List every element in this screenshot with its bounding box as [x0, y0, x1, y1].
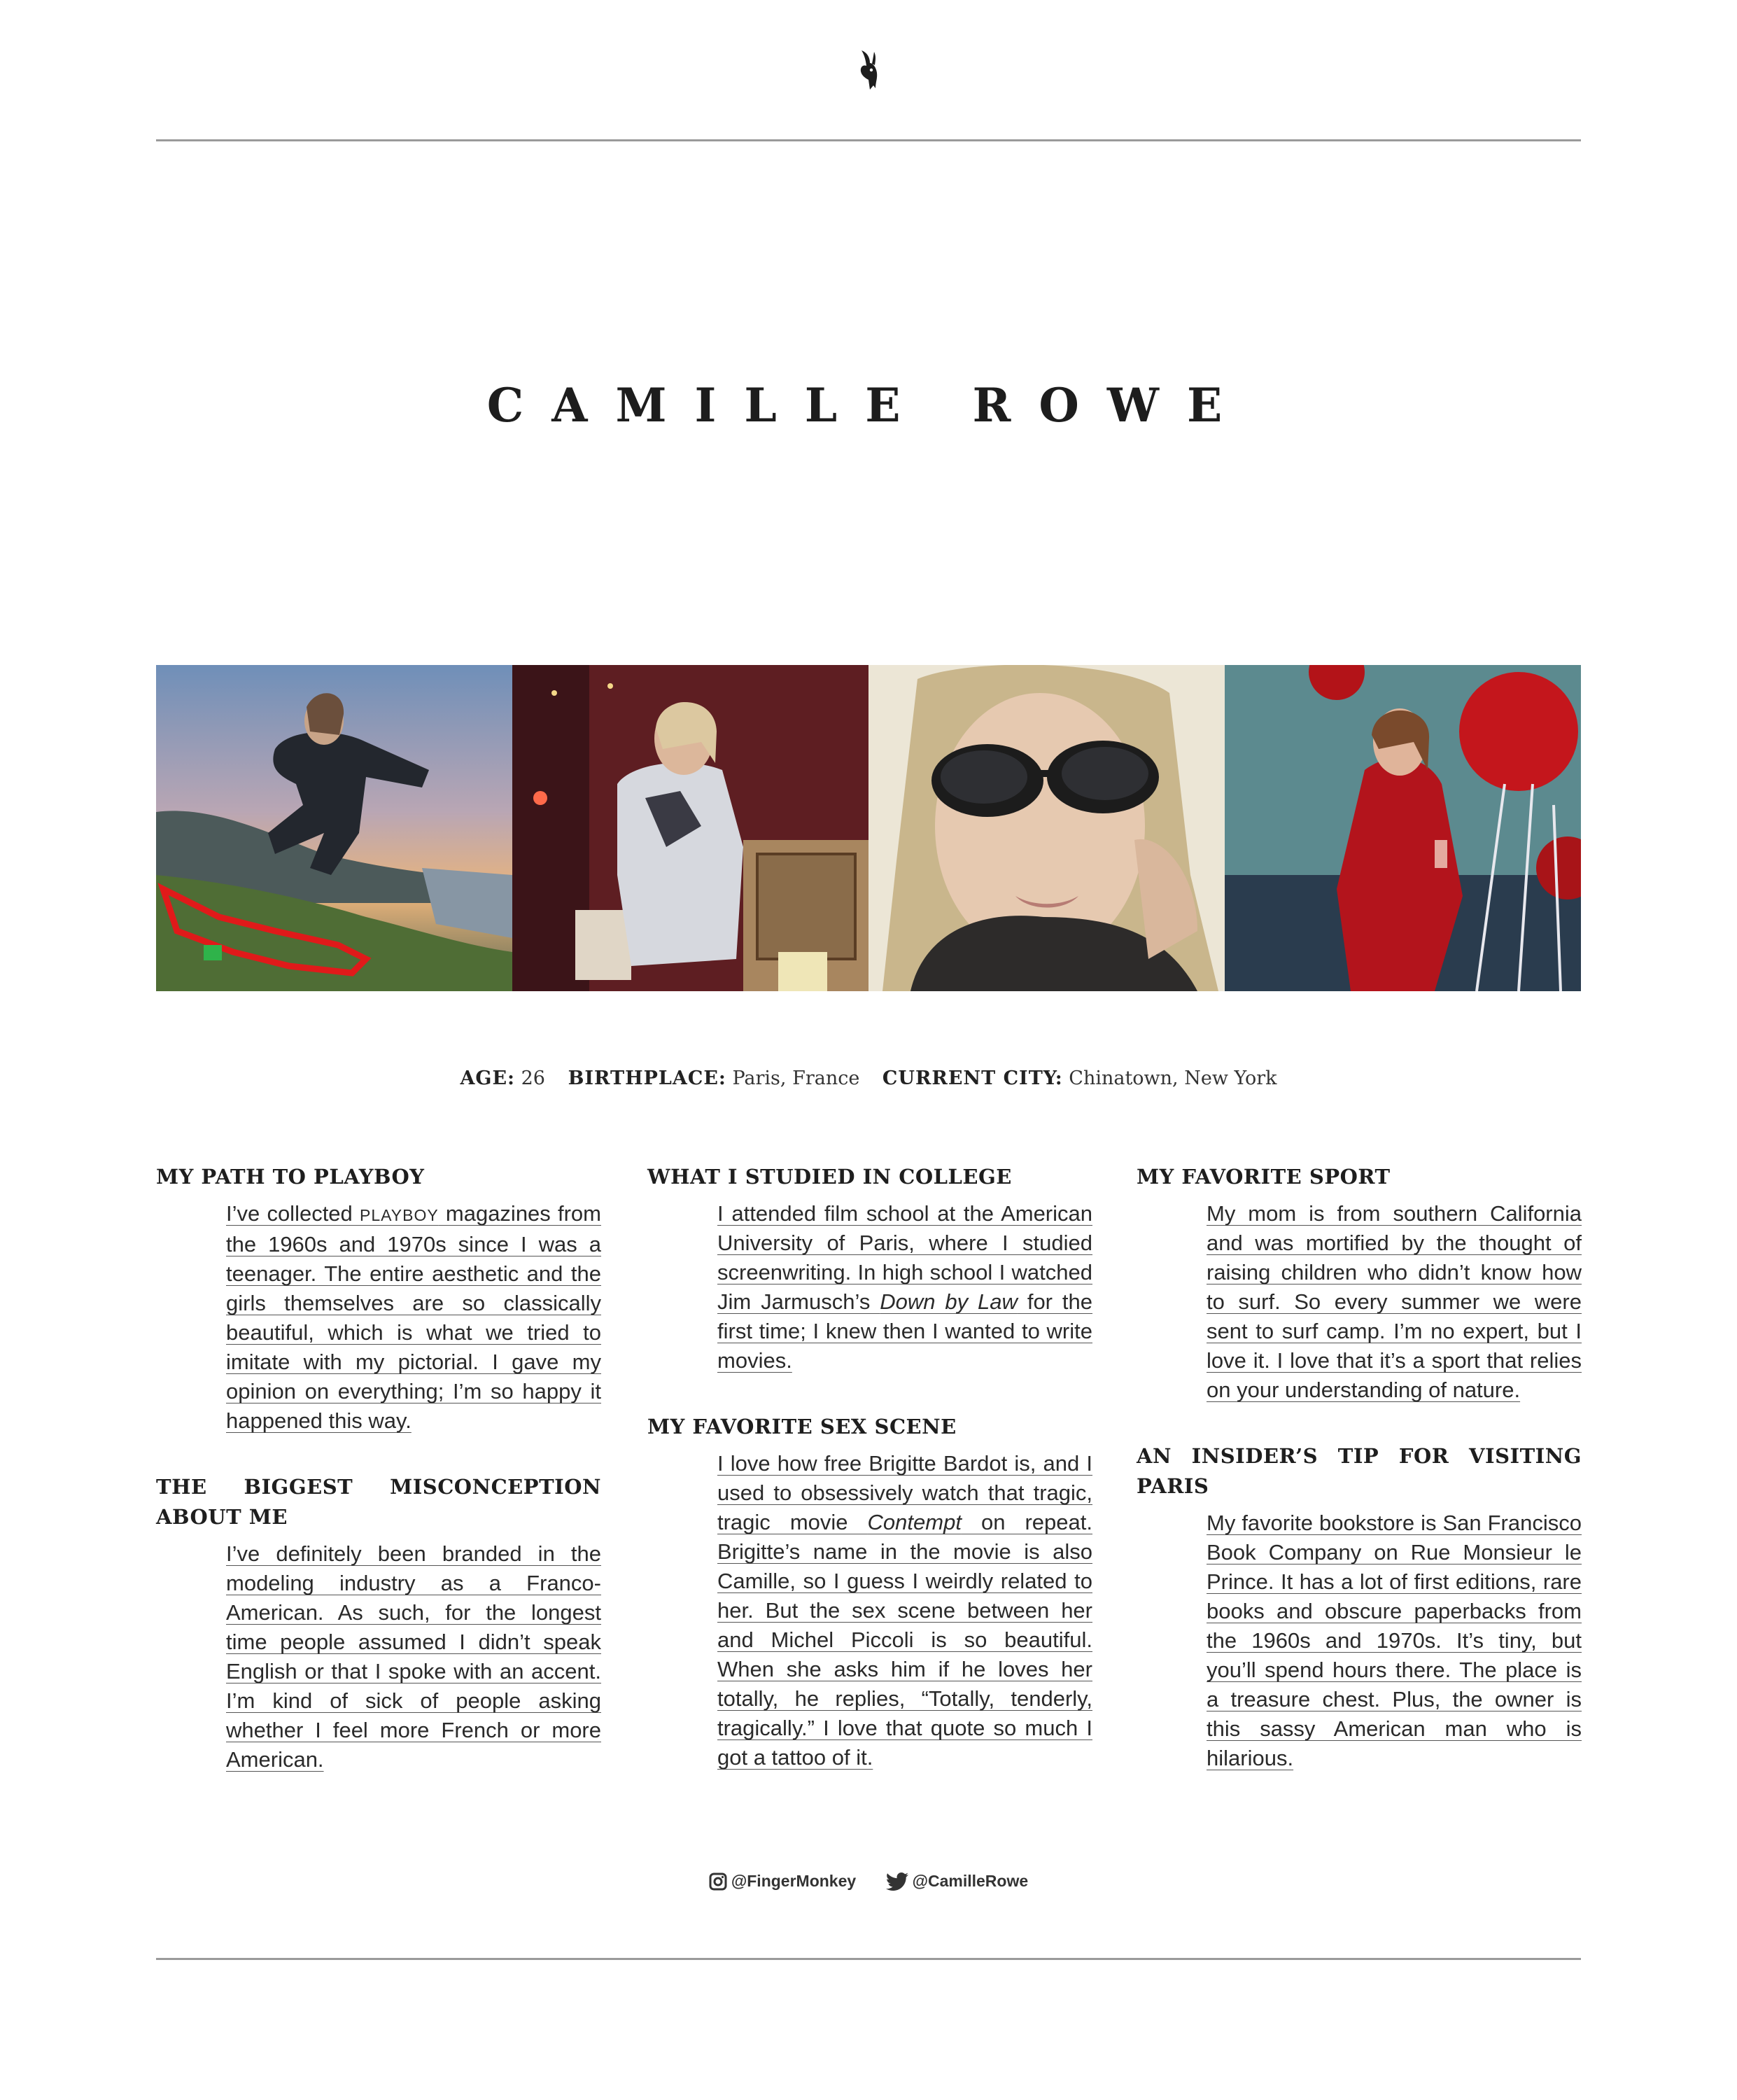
birthplace-stat: BIRTHPLACE: Paris, France	[568, 1068, 860, 1089]
column-right	[1137, 1162, 1582, 1809]
section-body: I attended film school at the American University of Paris, where I studied screenwriting. In high school I watched Jim Jarmusch’s Down by Law for the first time; I knew then I wanted to write movies.	[717, 1201, 1093, 1373]
section-heading: WHAT I STUDIED IN COLLEGE	[647, 1165, 1012, 1189]
bunny-logo-icon	[855, 49, 885, 91]
section-body: I love how free Brigitte Bardot is, and I used to obsessively watch that tragic, tragic movie Contempt on repeat. Brigitte’s name in the movie is also Camille, so I guess I weirdly related to her. But the sex scene between her and Michel Piccoli is so beautiful. When she asks him if he loves her totally, he replies, “Totally, tenderly, tragically.” I love that quote so much I got a tattoo of it.	[717, 1451, 1092, 1770]
column-left	[156, 1162, 601, 1811]
column-middle	[647, 1162, 1092, 1809]
bottom-rule	[156, 1958, 1581, 1960]
section-body: I’ve definitely been branded in the modeling industry as a Franco-American. As such, for the longest time people assumed I didn’t speak English or that I spoke with an accent. I’m kind of sick of people asking whether I feel more French or more American.	[226, 1541, 601, 1772]
section-heading: MY FAVORITE SEX SCENE	[647, 1415, 957, 1438]
top-rule	[156, 139, 1581, 141]
twitter-icon	[886, 1872, 908, 1891]
section-heading: MY PATH TO PLAYBOY	[156, 1165, 425, 1189]
section-heading: AN INSIDER’S TIP FOR VISITING PARIS	[1137, 1444, 1582, 1498]
photo-strip	[156, 665, 1581, 991]
section-body: I’ve collected PLAYBOY magazines from the 1960s and 1970s since I was a teenager. The entire aesthetic and the girls themselves are so classically beautiful, which is what we tried to imitate with my pictorial. I gave my opinion on everything; I’m so happy it happened this way.	[226, 1201, 601, 1433]
page-title: CAMILLE ROWE	[486, 378, 1251, 433]
current-city-stat: CURRENT CITY: Chinatown, New York	[882, 1068, 1277, 1089]
photo-skateboard	[156, 665, 512, 991]
instagram-handle[interactable]: @FingerMonkey	[709, 1872, 856, 1891]
section-body: My favorite bookstore is San Francisco Book Company on Rue Monsieur le Prince. It has a lot of first editions, rare books and obscure paperbacks from the 1960s and 1970s. It’s tiny, but you’ll spend hours there. The place is a treasure chest. Plus, the owner is this sassy American man who is hilarious.	[1207, 1511, 1582, 1770]
section-heading: MY FAVORITE SPORT	[1137, 1165, 1391, 1189]
photo-night-jacket	[512, 665, 868, 991]
section-body: My mom is from southern California and was mortified by the thought of raising children who didn’t know how to surf. So every summer we were sent to surf camp. I’m no expert, but I love it. I love that it’s a sport that relies on your understanding of nature.	[1207, 1201, 1582, 1402]
photo-sunglasses	[868, 665, 1225, 991]
section-heading: THE BIGGEST MISCONCEPTION ABOUT ME	[156, 1475, 601, 1529]
age-stat: AGE: 26	[460, 1068, 545, 1089]
profile-stats	[156, 1068, 1581, 1089]
social-handles	[156, 1872, 1581, 1895]
photo-red-balloons	[1225, 665, 1581, 991]
twitter-handle[interactable]: @CamilleRowe	[886, 1872, 1029, 1891]
instagram-icon	[709, 1872, 727, 1891]
